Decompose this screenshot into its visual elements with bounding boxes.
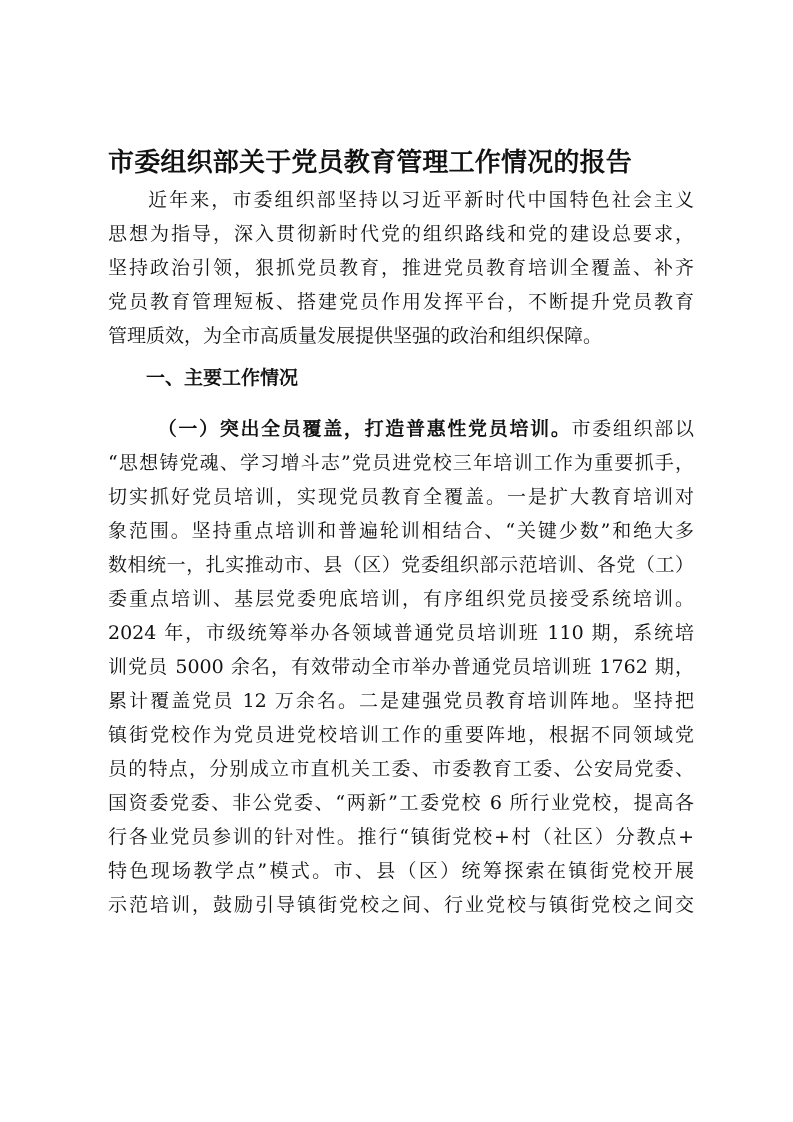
paragraph-line: 2024 年，市级统筹举办各领域普通党员培训班 110 期，系统培: [108, 622, 694, 644]
paragraph-line: 特色现场教学点”模式。市、县（区）统筹探索在镇街党校开展: [108, 860, 694, 882]
paragraph-line: 累计覆盖党员 12 万余名。二是建强党员教育培训阵地。坚持把: [108, 690, 694, 712]
paragraph-line: 坚持政治引领，狠抓党员教育，推进党员教育培训全覆盖、补齐: [108, 257, 694, 279]
paragraph-line: 行各业党员参训的针对性。推行“镇街党校+村（社区）分教点+: [108, 826, 694, 848]
paragraph-line: 思想为指导，深入贯彻新时代党的组织路线和党的建设总要求，: [108, 223, 694, 245]
paragraph-line: “思想铸党魂、学习增斗志”党员进党校三年培训工作为重要抓手，: [108, 452, 694, 474]
section-heading: 一、主要工作情况: [146, 367, 299, 389]
paragraph-line: 党员教育管理短板、搭建党员作用发挥平台，不断提升党员教育: [108, 291, 694, 313]
paragraph-line: 切实抓好党员培训，实现党员教育全覆盖。一是扩大教育培训对: [108, 486, 694, 508]
paragraph-line: 近年来，市委组织部坚持以习近平新时代中国特色社会主义: [146, 189, 694, 211]
paragraph-line: 示范培训，鼓励引导镇街党校之间、行业党校与镇街党校之间交: [108, 894, 694, 916]
paragraph-line: 训党员 5000 余名，有效带动全市举办普通党员培训班 1762 期，: [108, 656, 694, 678]
subsection-first-line: （一）突出全员覆盖，打造普惠性党员培训。市委组织部以: [156, 418, 694, 440]
paragraph-line: 国资委党委、非公党委、“两新”工委党校 6 所行业党校，提高各: [108, 792, 694, 814]
document-title: 市委组织部关于党员教育管理工作情况的报告: [108, 148, 633, 178]
subsection-heading: （一）突出全员覆盖，打造普惠性党员培训。: [156, 418, 572, 440]
paragraph-line: 象范围。坚持重点培训和普遍轮训相结合、“关键少数”和绝大多: [108, 520, 694, 542]
paragraph-line: 管理质效，为全市高质量发展提供坚强的政治和组织保障。: [108, 325, 603, 347]
paragraph-line: 镇街党校作为党员进党校培训工作的重要阵地，根据不同领域党: [108, 724, 694, 746]
paragraph-line: 员的特点，分别成立市直机关工委、市委教育工委、公安局党委、: [108, 758, 694, 780]
paragraph-line: 委重点培训、基层党委兜底培训，有序组织党员接受系统培训。: [108, 588, 694, 610]
paragraph-line: 数相统一，扎实推动市、县（区）党委组织部示范培训、各党（工）: [108, 554, 694, 576]
